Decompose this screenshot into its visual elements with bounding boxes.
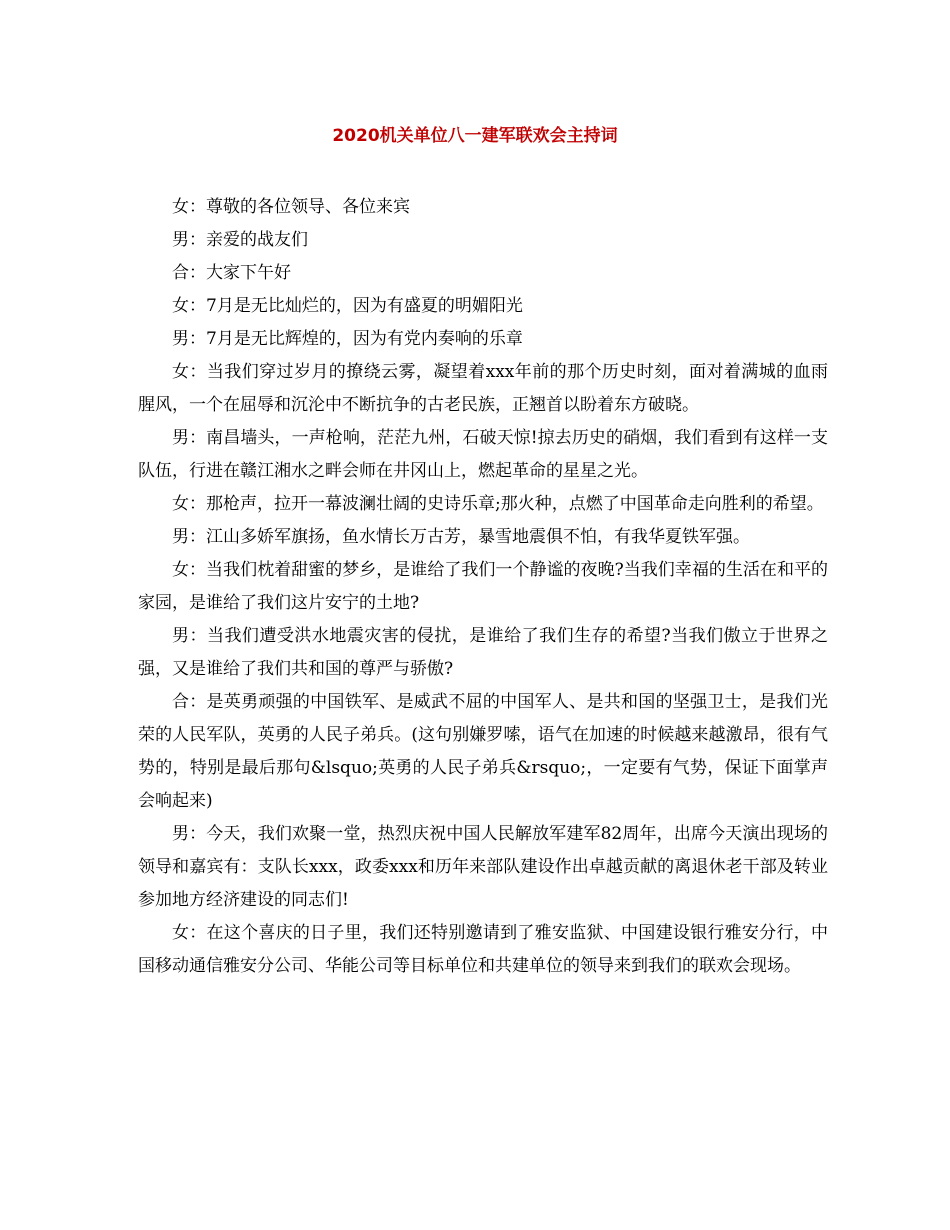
paragraph: 女：那枪声，拉开一幕波澜壮阔的史诗乐章;那火种，点燃了中国革命走向胜利的希望。 — [172, 494, 824, 514]
paragraph: 女：当我们枕着甜蜜的梦乡，是谁给了我们一个静谧的夜晚?当我们幸福的生活在和平的家园，是谁给了我们这片安宁的土地? — [138, 560, 828, 613]
paragraph: 女：在这个喜庆的日子里，我们还特别邀请到了雅安监狱、中国建设银行雅安分行，中国移动通信雅安分公司、华能公司等目标单位和共建单位的领导来到我们的联欢会现场。 — [138, 923, 828, 976]
paragraph: 女：当我们穿过岁月的撩绕云雾，凝望着xxx年前的那个历史时刻，面对着满城的血雨腥风，一个在屈辱和沉沦中不断抗争的古老民族，正翘首以盼着东方破晓。 — [138, 362, 828, 415]
paragraph: 合：是英勇顽强的中国铁军、是威武不屈的中国军人、是共和国的坚强卫士，是我们光荣的人民军队，英勇的人民子弟兵。(这句别嫌罗嗦，语气在加速的时候越来越激昂，很有气势的，特别是最后那句&lsquo;英勇的人民子弟兵&rsquo;，一定要有气势，保证下面掌声会响起来) — [138, 692, 828, 811]
paragraph: 男：江山多娇军旗扬，鱼水情长万古芳，暴雪地震俱不怕，有我华夏铁军强。 — [172, 527, 750, 547]
paragraph: 合：大家下午好 — [172, 263, 291, 283]
paragraph: 男：亲爱的战友们 — [172, 230, 308, 250]
paragraph: 男：今天，我们欢聚一堂，热烈庆祝中国人民解放军建军82周年，出席今天演出现场的领导和嘉宾有：支队长xxx，政委xxx和历年来部队建设作出卓越贡献的离退休老干部及转业参加地方经济建设的同志们! — [138, 824, 828, 910]
document-title: 2020机关单位八一建军联欢会主持词 — [332, 126, 618, 146]
document-body — [138, 191, 828, 983]
paragraph: 女：尊敬的各位领导、各位来宾 — [172, 197, 410, 217]
paragraph: 女：7月是无比灿烂的，因为有盛夏的明媚阳光 — [172, 296, 523, 316]
paragraph: 男：当我们遭受洪水地震灾害的侵扰，是谁给了我们生存的希望?当我们傲立于世界之强，又是谁给了我们共和国的尊严与骄傲? — [138, 626, 828, 679]
paragraph: 男：南昌墙头，一声枪响，茫茫九州，石破天惊!掠去历史的硝烟，我们看到有这样一支队伍，行进在赣江湘水之畔会师在井冈山上，燃起革命的星星之光。 — [138, 428, 828, 481]
paragraph: 男：7月是无比辉煌的，因为有党内奏响的乐章 — [172, 329, 523, 349]
